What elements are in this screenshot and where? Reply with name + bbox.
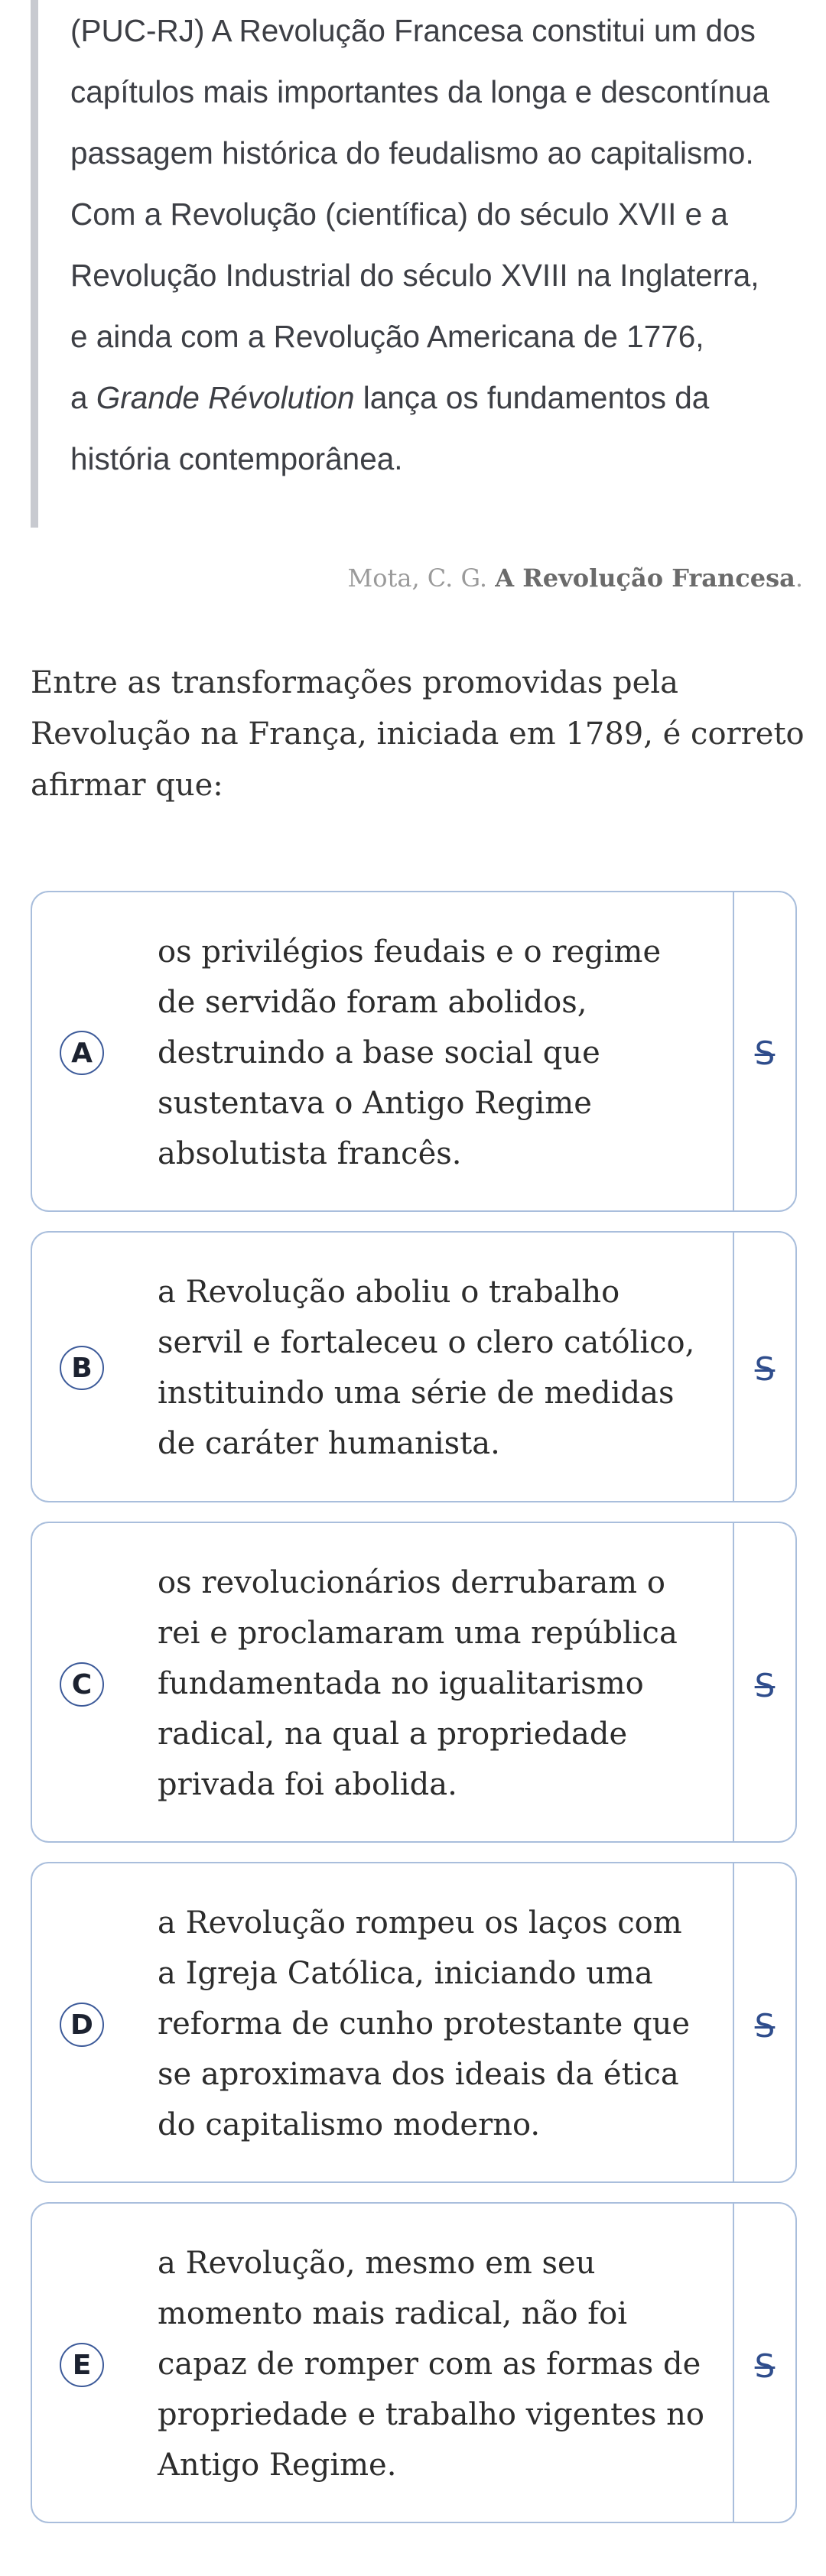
option-text-line: a Revolução rompeu os laços com: [158, 1905, 682, 1941]
answer-option-c[interactable]: [31, 1522, 797, 1843]
option-text-line: de caráter humanista.: [158, 1426, 500, 1461]
quote-line: e ainda com a Revolução Americana de 1776,: [70, 319, 704, 354]
option-letter-badge: E: [60, 2343, 104, 2387]
option-text: [158, 1267, 695, 1469]
source-title: A Revolução Francesa: [495, 564, 795, 593]
option-letter-badge: A: [60, 1031, 104, 1075]
option-text-line: a Revolução, mesmo em seu: [158, 2246, 596, 2281]
option-text-line: servil e fortaleceu o clero católico,: [158, 1325, 695, 1360]
option-text-line: instituindo uma série de medidas: [158, 1376, 675, 1411]
quote-line: [70, 367, 805, 428]
option-text-line: Antigo Regime.: [158, 2448, 397, 2483]
strikethrough-icon[interactable]: S: [754, 1350, 776, 1388]
question-statement: [31, 658, 805, 811]
answer-option-b[interactable]: [31, 1231, 797, 1502]
option-text: [158, 1558, 678, 1810]
option-text-line: a Revolução aboliu o trabalho: [158, 1275, 620, 1310]
option-text-line: os privilégios feudais e o regime: [158, 934, 662, 970]
option-text-line: fundamentada no igualitarismo: [158, 1666, 644, 1701]
option-text-line: se aproximava dos ideais da ética: [158, 2057, 679, 2092]
strikethrough-icon[interactable]: S: [754, 1034, 776, 1072]
answer-option-e[interactable]: [31, 2202, 797, 2523]
option-divider: [733, 892, 734, 1210]
option-text-line: momento mais radical, não foi: [158, 2296, 627, 2331]
option-letter-badge: D: [60, 2003, 104, 2047]
quote-source: [347, 564, 803, 593]
option-text-line: propriedade e trabalho vigentes no: [158, 2397, 704, 2432]
option-text-line: a Igreja Católica, iniciando uma: [158, 1956, 653, 1991]
option-text-line: de servidão foram abolidos,: [158, 985, 587, 1020]
option-text: [158, 2238, 704, 2490]
option-text-line: os revolucionários derrubaram o: [158, 1565, 665, 1600]
quote-line-part: a: [70, 380, 96, 415]
option-divider: [733, 1233, 734, 1501]
quote-italic-term: Grande Révolution: [96, 380, 355, 415]
option-divider: [733, 1863, 734, 2181]
option-text-line: absolutista francês.: [158, 1136, 462, 1171]
option-divider: [733, 2204, 734, 2522]
option-text-line: destruindo a base social que: [158, 1035, 600, 1070]
quote-line: Revolução Industrial do século XVIII na Inglaterra,: [70, 258, 759, 293]
source-author: Mota, C. G.: [347, 564, 496, 593]
option-text-line: reforma de cunho protestante que: [158, 2006, 691, 2042]
option-letter-badge: C: [60, 1662, 104, 1707]
answer-option-d[interactable]: [31, 1862, 797, 2183]
option-text-line: privada foi abolida.: [158, 1767, 457, 1802]
quote-line: (PUC-RJ) A Revolução Francesa constitui um dos: [70, 13, 756, 48]
quote-line-part: lança os fundamentos da: [354, 380, 710, 415]
strikethrough-icon[interactable]: S: [754, 2006, 776, 2045]
option-text: [158, 1898, 691, 2150]
strikethrough-icon[interactable]: S: [754, 1666, 776, 1704]
statement-line: Entre as transformações promovidas pela: [31, 665, 678, 700]
option-letter-badge: B: [60, 1346, 104, 1390]
answer-option-a[interactable]: [31, 891, 797, 1212]
option-text-line: do capitalismo moderno.: [158, 2107, 541, 2142]
quote-line: Com a Revolução (científica) do século XVII e a: [70, 197, 728, 232]
statement-line: Revolução na França, iniciada em 1789, é correto: [31, 716, 805, 752]
quote-line: história contemporânea.: [70, 441, 403, 476]
quote-line: passagem histórica do feudalismo ao capitalismo.: [70, 135, 754, 171]
option-text-line: sustentava o Antigo Regime: [158, 1086, 592, 1121]
quote-line: capítulos mais importantes da longa e descontínua: [70, 74, 770, 109]
option-divider: [733, 1523, 734, 1841]
source-end: .: [795, 564, 803, 593]
option-text-line: rei e proclamaram uma república: [158, 1616, 678, 1651]
strikethrough-icon[interactable]: S: [754, 2347, 776, 2385]
option-text: [158, 927, 678, 1179]
option-text-line: capaz de romper com as formas de: [158, 2347, 701, 2382]
option-text-line: radical, na qual a propriedade: [158, 1717, 628, 1752]
quote-text: [70, 0, 805, 489]
statement-line: afirmar que:: [31, 768, 223, 803]
